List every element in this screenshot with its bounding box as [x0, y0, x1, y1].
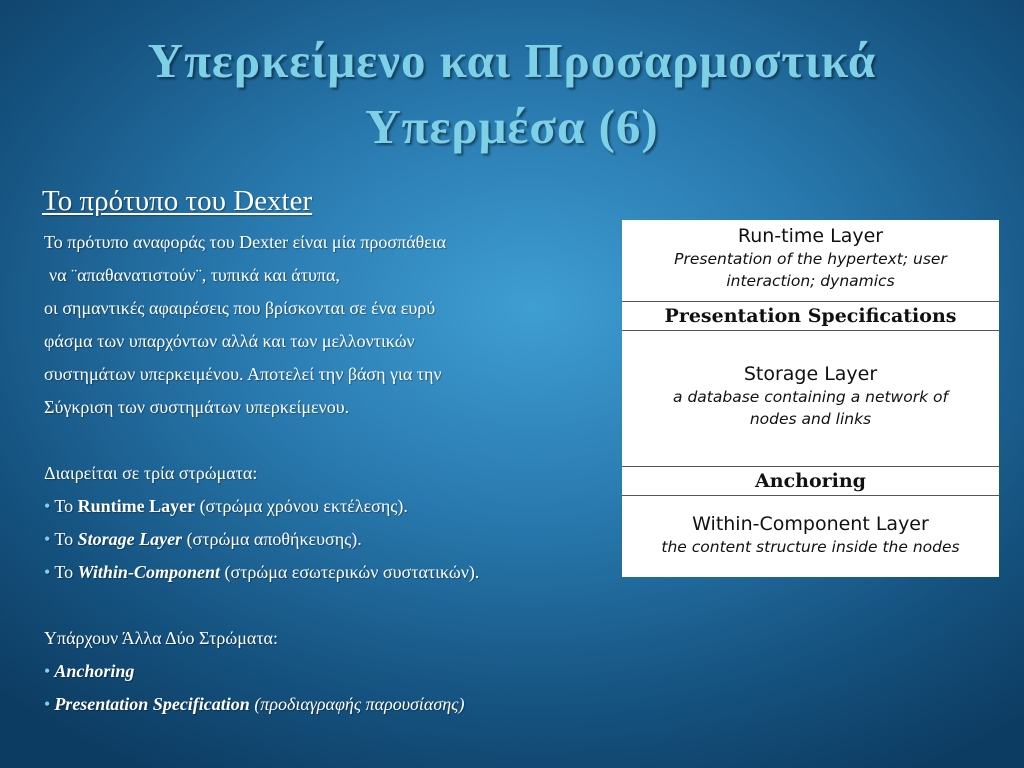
- list-item-term: Storage Layer: [77, 529, 183, 549]
- list-item-desc: (στρώμα χρόνου εκτέλεσης).: [199, 496, 408, 516]
- list-item-runtime: [44, 490, 614, 523]
- spacer: [44, 589, 614, 622]
- layers-intro: Διαιρείται σε τρία στρώματα:: [44, 463, 258, 483]
- runtime-layer-title: Run-time Layer: [737, 225, 884, 247]
- within-component-layer-box: [622, 512, 999, 558]
- paragraph-line: να ¨απαθανατιστούν¨, τυπικά και άτυπα,: [49, 265, 340, 285]
- dexter-layers-diagram: [622, 220, 999, 577]
- list-item-desc: (προδιαγραφής παρουσίασης): [254, 694, 465, 714]
- paragraph-line: φάσμα των υπαρχόντων αλλά και των μελλοντικών: [44, 331, 415, 351]
- within-component-layer-title: Within-Component Layer: [692, 513, 929, 535]
- storage-layer-desc: nodes and links: [749, 410, 872, 428]
- list-item-storage: [44, 523, 614, 556]
- slide-body: [44, 182, 614, 721]
- paragraph-line: οι σημαντικές αφαιρέσεις που βρίσκονται σε ένα ευρύ: [44, 298, 436, 318]
- section-subtitle: Το πρότυπο του Dexter: [42, 185, 313, 217]
- list-item-desc: (στρώμα αποθήκευσης).: [186, 529, 362, 549]
- storage-layer-desc: a database containing a network of: [673, 388, 948, 406]
- layer-divider: [622, 495, 999, 496]
- slide-title-line-2: Υπερμέσα (6): [365, 99, 659, 154]
- slide-title: [0, 28, 1024, 160]
- storage-layer-box: [622, 362, 999, 430]
- runtime-layer-desc: interaction; dynamics: [726, 272, 895, 290]
- list-item-prefix: Το: [54, 529, 74, 549]
- runtime-layer-box: [622, 224, 999, 292]
- layer-divider: [622, 330, 999, 331]
- other-layers-intro: Υπάρχουν Άλλα Δύο Στρώματα:: [44, 628, 278, 648]
- list-item-anchoring: [44, 655, 614, 688]
- anchoring-band: Anchoring: [755, 470, 866, 492]
- paragraph-line: συστημάτων υπερκειμένου. Αποτελεί την βάση για την: [44, 364, 442, 384]
- list-item-presentation-spec: [44, 688, 614, 721]
- list-item-term: Within-Component: [77, 562, 220, 582]
- paragraph-line: Το πρότυπο αναφοράς του Dexter είναι μία προσπάθεια: [44, 232, 447, 252]
- list-item-prefix: Το: [54, 496, 74, 516]
- list-item-term: Anchoring: [54, 661, 135, 681]
- list-item-term: Presentation Specification: [54, 694, 250, 714]
- list-item-prefix: Το: [54, 562, 74, 582]
- list-item-within-component: [44, 556, 614, 589]
- bullet-icon: •: [44, 694, 51, 714]
- within-component-layer-desc: the content structure inside the nodes: [661, 538, 960, 556]
- presentation-spec-band: Presentation Specifications: [664, 305, 957, 327]
- slide-title-line-1: Υπερκείμενο και Προσαρμοστικά: [147, 33, 877, 88]
- list-item-desc: (στρώμα εσωτερικών συστατικών).: [224, 562, 480, 582]
- bullet-icon: •: [44, 496, 51, 516]
- bullet-icon: •: [44, 529, 51, 549]
- storage-layer-title: Storage Layer: [743, 363, 878, 385]
- bullet-icon: •: [44, 661, 51, 681]
- paragraph-line: Σύγκριση των συστημάτων υπερκείμενου.: [44, 397, 350, 417]
- spacer: [44, 424, 614, 457]
- bullet-icon: •: [44, 562, 51, 582]
- runtime-layer-desc: Presentation of the hypertext; user: [674, 250, 947, 268]
- list-item-term: Runtime Layer: [77, 496, 196, 516]
